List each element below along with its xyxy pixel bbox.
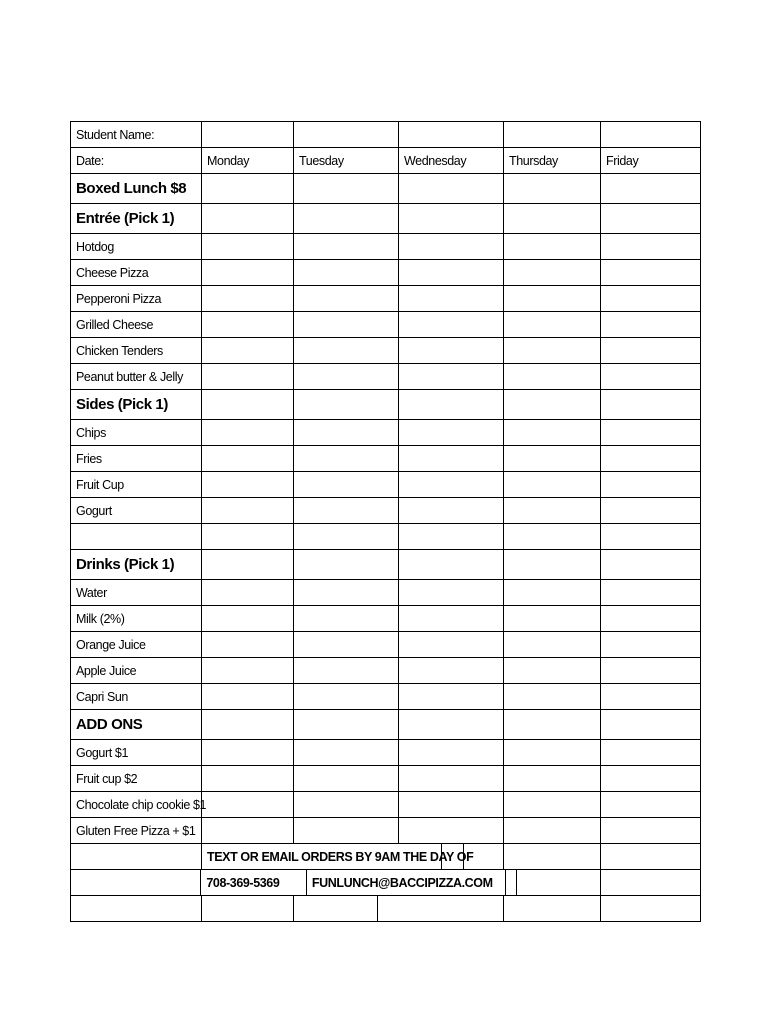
menu-item-row: [71, 632, 701, 658]
order-cell[interactable]: [294, 204, 399, 233]
order-cell[interactable]: [294, 472, 399, 497]
order-cell[interactable]: [399, 658, 504, 683]
order-cell[interactable]: [294, 580, 399, 605]
order-cell[interactable]: [202, 792, 294, 817]
order-cell[interactable]: [601, 818, 701, 843]
day-friday: Friday: [601, 148, 701, 173]
order-cell[interactable]: [202, 174, 294, 203]
order-cell[interactable]: [601, 260, 701, 285]
order-cell[interactable]: [504, 446, 601, 471]
order-cell[interactable]: [399, 818, 504, 843]
menu-item-label: Water: [71, 580, 202, 605]
order-cell[interactable]: [504, 818, 601, 843]
order-cell[interactable]: [504, 710, 601, 739]
menu-item-row: [71, 234, 701, 260]
order-cell[interactable]: [399, 792, 504, 817]
order-cell[interactable]: [399, 766, 504, 791]
order-cell[interactable]: [601, 766, 701, 791]
order-cell[interactable]: [399, 606, 504, 631]
order-cell[interactable]: [504, 658, 601, 683]
order-cell[interactable]: [601, 632, 701, 657]
order-cell[interactable]: [504, 740, 601, 765]
order-cell[interactable]: [601, 740, 701, 765]
blank-cell: [504, 844, 601, 869]
order-cell[interactable]: [504, 390, 601, 419]
order-cell[interactable]: [294, 498, 399, 523]
order-cell[interactable]: [399, 498, 504, 523]
order-cell[interactable]: [202, 766, 294, 791]
order-cell[interactable]: [202, 338, 294, 363]
order-cell[interactable]: [601, 312, 701, 337]
blank-cell: [517, 870, 602, 895]
blank-cell: [202, 896, 294, 921]
order-cell[interactable]: [504, 792, 601, 817]
order-cell[interactable]: [601, 658, 701, 683]
order-cell[interactable]: [202, 550, 294, 579]
contact-row: [71, 870, 701, 896]
menu-item-label: Gogurt: [71, 498, 202, 523]
order-cell[interactable]: [294, 338, 399, 363]
order-cell[interactable]: [294, 740, 399, 765]
order-cell[interactable]: [504, 632, 601, 657]
order-cell[interactable]: [294, 632, 399, 657]
order-cell[interactable]: [601, 204, 701, 233]
student-name-field-5[interactable]: [601, 122, 701, 147]
menu-item-row: [71, 364, 701, 390]
menu-item-label: Peanut butter & Jelly: [71, 364, 202, 389]
entree-heading-row: [71, 204, 701, 234]
menu-item-label: Capri Sun: [71, 684, 202, 709]
menu-item-row: [71, 606, 701, 632]
blank-cell: [294, 896, 378, 921]
order-cell[interactable]: [202, 364, 294, 389]
menu-item-row: [71, 312, 701, 338]
order-cell[interactable]: [601, 792, 701, 817]
menu-item-row: [71, 260, 701, 286]
order-cell[interactable]: [504, 580, 601, 605]
order-cell[interactable]: [399, 524, 504, 549]
order-cell[interactable]: [399, 580, 504, 605]
blank-cell: [601, 870, 701, 895]
phone-number[interactable]: 708-369-5369: [201, 870, 307, 895]
order-cell[interactable]: [399, 174, 504, 203]
student-name-field[interactable]: [202, 122, 294, 147]
order-cell[interactable]: [294, 792, 399, 817]
order-cell[interactable]: [202, 260, 294, 285]
order-cell[interactable]: [294, 420, 399, 445]
menu-item-label: Cheese Pizza: [71, 260, 202, 285]
order-cell[interactable]: [294, 606, 399, 631]
date-label: Date:: [71, 148, 202, 173]
day-tuesday: Tuesday: [294, 148, 399, 173]
boxed-lunch-heading: Boxed Lunch $8: [71, 174, 202, 203]
order-cell[interactable]: [601, 710, 701, 739]
menu-item-row: [71, 658, 701, 684]
order-instructions: TEXT OR EMAIL ORDERS BY 9AM THE DAY OF: [202, 844, 442, 869]
student-name-row: [71, 122, 701, 148]
order-cell[interactable]: [202, 684, 294, 709]
order-cell[interactable]: [202, 420, 294, 445]
order-cell[interactable]: [294, 174, 399, 203]
order-cell[interactable]: [294, 710, 399, 739]
order-cell[interactable]: [399, 204, 504, 233]
order-cell[interactable]: [399, 472, 504, 497]
order-cell[interactable]: [294, 312, 399, 337]
menu-item-label: Apple Juice: [71, 658, 202, 683]
blank-cell: [71, 896, 202, 921]
order-cell[interactable]: [399, 390, 504, 419]
student-name-label: Student Name:: [71, 122, 202, 147]
order-cell[interactable]: [504, 174, 601, 203]
order-cell[interactable]: [504, 498, 601, 523]
order-cell[interactable]: [399, 364, 504, 389]
menu-item-row: [71, 766, 701, 792]
order-form-table: [70, 121, 701, 922]
order-cell[interactable]: [202, 658, 294, 683]
order-cell[interactable]: [601, 606, 701, 631]
email-address[interactable]: FUNLUNCH@BACCIPIZZA.COM: [307, 870, 506, 895]
blank-cell: [71, 524, 202, 549]
order-cell[interactable]: [202, 234, 294, 259]
order-cell[interactable]: [601, 580, 701, 605]
date-row: [71, 148, 701, 174]
order-cell[interactable]: [399, 740, 504, 765]
order-cell[interactable]: [601, 684, 701, 709]
order-cell[interactable]: [202, 606, 294, 631]
order-cell[interactable]: [601, 446, 701, 471]
drinks-heading: Drinks (Pick 1): [71, 550, 202, 579]
order-cell[interactable]: [202, 740, 294, 765]
order-cell[interactable]: [601, 174, 701, 203]
order-cell[interactable]: [202, 286, 294, 311]
order-cell[interactable]: [601, 286, 701, 311]
student-name-field-3[interactable]: [399, 122, 504, 147]
menu-item-label: Milk (2%): [71, 606, 202, 631]
order-cell[interactable]: [399, 446, 504, 471]
order-cell[interactable]: [294, 234, 399, 259]
order-cell[interactable]: [294, 524, 399, 549]
menu-item-label: Chocolate chip cookie $1: [71, 792, 202, 817]
blank-cell: [71, 870, 201, 895]
order-cell[interactable]: [504, 364, 601, 389]
order-cell[interactable]: [601, 498, 701, 523]
order-cell[interactable]: [504, 606, 601, 631]
order-cell[interactable]: [202, 312, 294, 337]
menu-item-row: [71, 420, 701, 446]
menu-item-row: [71, 338, 701, 364]
day-wednesday: Wednesday: [399, 148, 504, 173]
menu-item-label: Fries: [71, 446, 202, 471]
order-cell[interactable]: [399, 420, 504, 445]
menu-item-row: [71, 472, 701, 498]
order-cell[interactable]: [294, 390, 399, 419]
order-cell[interactable]: [601, 338, 701, 363]
blank-cell: [601, 896, 701, 921]
order-cell[interactable]: [504, 684, 601, 709]
addons-heading: ADD ONS: [71, 710, 202, 739]
blank-cell: [506, 870, 517, 895]
blank-cell: [601, 844, 701, 869]
order-cell[interactable]: [504, 204, 601, 233]
order-cell[interactable]: [504, 338, 601, 363]
menu-item-label: Fruit cup $2: [71, 766, 202, 791]
sides-heading: Sides (Pick 1): [71, 390, 202, 419]
order-cell[interactable]: [294, 364, 399, 389]
menu-item-label: Orange Juice: [71, 632, 202, 657]
menu-item-label: Chicken Tenders: [71, 338, 202, 363]
order-cell[interactable]: [294, 818, 399, 843]
order-cell[interactable]: [399, 312, 504, 337]
order-cell[interactable]: [601, 420, 701, 445]
menu-item-row: [71, 498, 701, 524]
order-cell[interactable]: [504, 524, 601, 549]
menu-item-label: Gogurt $1: [71, 740, 202, 765]
blank-cell: [504, 896, 601, 921]
order-cell[interactable]: [202, 632, 294, 657]
order-cell[interactable]: [504, 472, 601, 497]
order-cell[interactable]: [601, 550, 701, 579]
order-cell[interactable]: [202, 580, 294, 605]
student-name-field-2[interactable]: [294, 122, 399, 147]
menu-item-label: Fruit Cup: [71, 472, 202, 497]
order-cell[interactable]: [202, 390, 294, 419]
blank-cell: [464, 844, 504, 869]
order-cell[interactable]: [504, 766, 601, 791]
order-cell[interactable]: [399, 260, 504, 285]
order-cell[interactable]: [504, 420, 601, 445]
order-cell[interactable]: [399, 684, 504, 709]
drinks-heading-row: [71, 550, 701, 580]
last-blank-row: [71, 896, 701, 922]
day-monday: Monday: [202, 148, 294, 173]
order-cell[interactable]: [399, 338, 504, 363]
entree-heading: Entrée (Pick 1): [71, 204, 202, 233]
order-cell[interactable]: [504, 234, 601, 259]
order-cell[interactable]: [294, 684, 399, 709]
menu-item-row: [71, 740, 701, 766]
order-cell[interactable]: [504, 312, 601, 337]
day-thursday: Thursday: [504, 148, 601, 173]
order-cell[interactable]: [601, 364, 701, 389]
menu-item-label: Hotdog: [71, 234, 202, 259]
menu-item-row: [71, 286, 701, 312]
menu-item-label: Pepperoni Pizza: [71, 286, 202, 311]
menu-item-row: [71, 684, 701, 710]
order-cell[interactable]: [399, 286, 504, 311]
addons-heading-row: [71, 710, 701, 740]
order-cell[interactable]: [202, 446, 294, 471]
order-cell[interactable]: [202, 710, 294, 739]
menu-item-row: [71, 580, 701, 606]
order-cell[interactable]: [601, 524, 701, 549]
menu-item-row: [71, 792, 701, 818]
sides-heading-row: [71, 390, 701, 420]
order-cell[interactable]: [399, 710, 504, 739]
blank-row: [71, 524, 701, 550]
order-cell[interactable]: [601, 472, 701, 497]
order-cell[interactable]: [202, 498, 294, 523]
boxed-lunch-row: [71, 174, 701, 204]
blank-cell: [71, 844, 202, 869]
blank-cell: [442, 844, 464, 869]
menu-item-label: Grilled Cheese: [71, 312, 202, 337]
order-cell[interactable]: [601, 234, 701, 259]
order-cell[interactable]: [601, 390, 701, 419]
order-cell[interactable]: [202, 204, 294, 233]
menu-item-row: [71, 446, 701, 472]
order-cell[interactable]: [294, 446, 399, 471]
menu-item-label: Gluten Free Pizza + $1: [71, 818, 202, 843]
order-cell[interactable]: [202, 524, 294, 549]
menu-item-label: Chips: [71, 420, 202, 445]
blank-cell: [378, 896, 504, 921]
order-cell[interactable]: [294, 260, 399, 285]
order-cell[interactable]: [294, 658, 399, 683]
order-cell[interactable]: [294, 286, 399, 311]
order-cell[interactable]: [294, 766, 399, 791]
order-cell[interactable]: [399, 632, 504, 657]
order-cell[interactable]: [399, 234, 504, 259]
order-cell[interactable]: [399, 550, 504, 579]
order-cell[interactable]: [202, 472, 294, 497]
student-name-field-4[interactable]: [504, 122, 601, 147]
menu-item-row: [71, 818, 701, 844]
order-cell[interactable]: [294, 550, 399, 579]
order-cell[interactable]: [504, 550, 601, 579]
order-cell[interactable]: [504, 286, 601, 311]
order-cell[interactable]: [504, 260, 601, 285]
order-cell[interactable]: [202, 818, 294, 843]
instructions-row: [71, 844, 701, 870]
